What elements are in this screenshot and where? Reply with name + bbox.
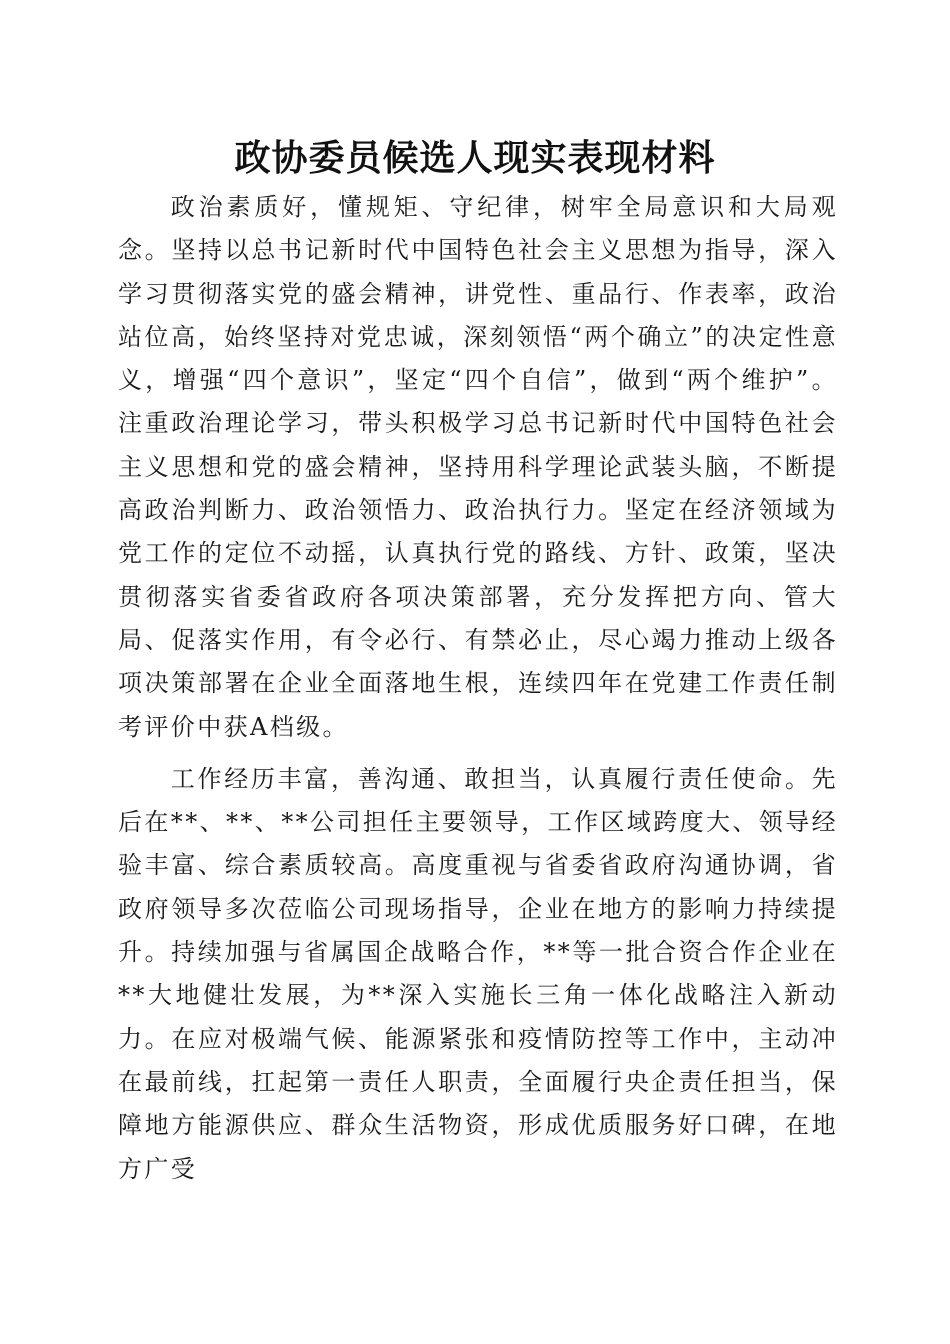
paragraph-political-quality: 政治素质好，懂规矩、守纪律，树牢全局意识和大局观念。坚持以总书记新时代中国特色社会主义思想为指导，深入学习贯彻落实党的盛会精神，讲党性、重品行、作表率，政治站位高，始终坚持对党忠诚，深刻领悟“两个确立”的决定性意义，增强“四个意识”，坚定“四个自信”，做到“两个维护”。注重政治理论学习，带头积极学习总书记新时代中国特色社会主义思想和党的盛会精神，坚持用科学理论武装头脑，不断提高政治判断力、政治领悟力、政治执行力。坚定在经济领域为党工作的定位不动摇，认真执行党的路线、方针、政策，坚决贯彻落实省委省政府各项决策部署，充分发挥把方向、管大局、促落实作用，有令必行、有禁必止，尽心竭力推动上级各项决策部署在企业全面落地生根，连续四年在党建工作责任制考评价中获A档级。 bbox=[118, 193, 838, 741]
document-body bbox=[118, 186, 838, 1191]
document-title: 政协委员候选人现实表现材料 bbox=[234, 137, 716, 179]
paragraph-work-experience: 工作经历丰富，善沟通、敢担当，认真履行责任使命。先后在**、**、**公司担任主要领导，工作区域跨度大、领导经验丰富、综合素质较高。高度重视与省委省政府沟通协调，省政府领导多次莅临公司现场指导，企业在地方的影响力持续提升。持续加强与省属国企战略合作，**等一批合资合作企业在**大地健壮发展，为**深入实施长三角一体化战略注入新动力。在应对极端气候、能源紧张和疫情防控等工作中，主动冲在最前线，扛起第一责任人职责，全面履行央企责任担当，保障地方能源供应、群众生活物资，形成优质服务好口碑，在地方广受 bbox=[118, 764, 838, 1183]
